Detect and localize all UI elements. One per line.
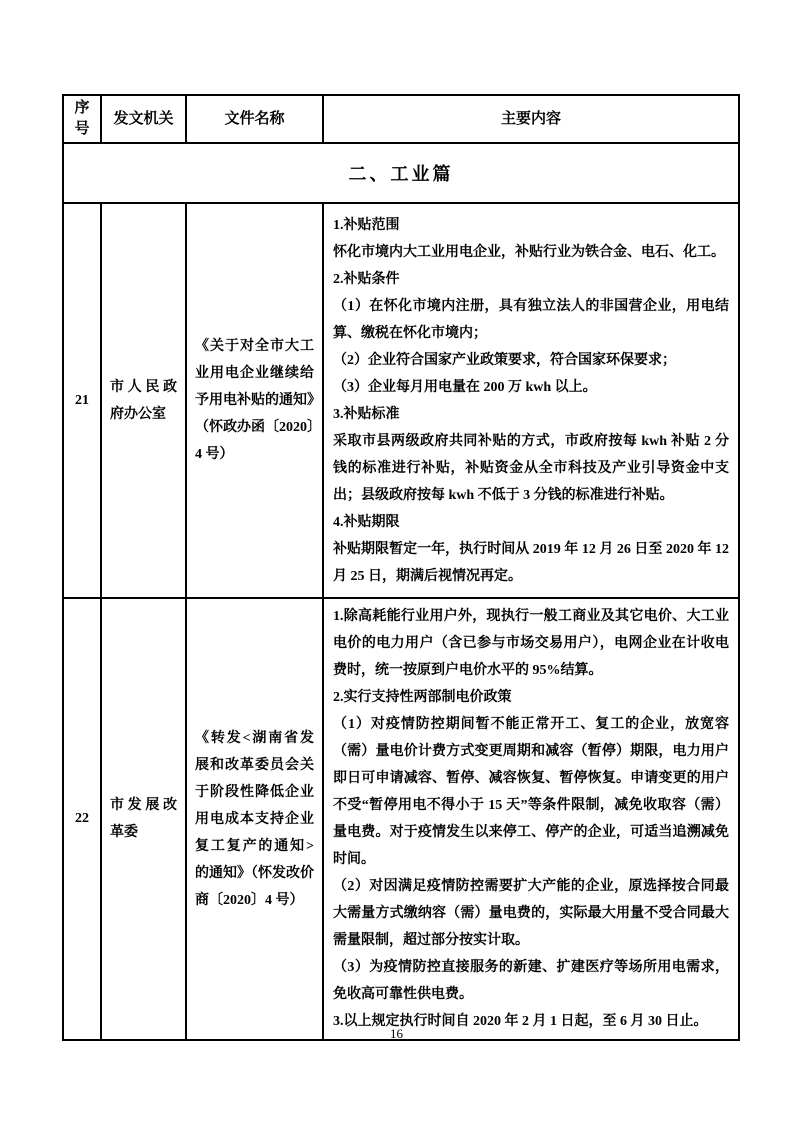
policy-table: [62, 94, 740, 1041]
table-row-21: [63, 203, 739, 598]
row-21-doc-title: 《关于对全市大工业用电企业继续给予用电补贴的通知》（怀政办函〔2020〕4 号）: [186, 203, 323, 598]
row-22-main-content: [323, 598, 739, 1040]
table-row-22: [63, 598, 739, 1040]
row-21-main-content: [323, 203, 739, 598]
row-22-agency: 市发展改革委: [101, 598, 186, 1040]
header-agency: 发文机关: [101, 95, 186, 143]
content-paragraph: （3）为疫情防控直接服务的新建、扩建医疗等场所用电需求，免收高可靠性供电费。: [333, 960, 729, 1002]
header-main-content: 主要内容: [323, 95, 739, 143]
content-paragraph: 2.补贴条件: [333, 271, 400, 287]
content-paragraph: （2）对因满足疫情防控需要扩大产能的企业，原选择按合同最大需量方式缴纳容（需）量电费的，实际最大用量不受合同最大需量限制，超过部分按实计取。: [333, 879, 729, 948]
row-21-agency: 市人民政府办公室: [101, 203, 186, 598]
content-paragraph: 2.实行支持性两部制电价政策: [333, 690, 512, 705]
content-paragraph: 1.除高耗能行业用户外，现执行一般工商业及其它电价、大工业电价的电力用户（含已参与市场交易用户），电网企业在计收电费时，统一按原到户电价水平的 95%结算。: [333, 609, 729, 678]
content-paragraph: 怀化市境内大工业用电企业，补贴行业为铁合金、电石、化工。: [333, 244, 725, 260]
content-paragraph: 3.补贴标准: [333, 406, 400, 422]
content-paragraph: （2）企业符合国家产业政策要求，符合国家环保要求；: [333, 352, 676, 368]
row-22-seq: 22: [63, 598, 101, 1040]
header-seq: [63, 95, 101, 143]
content-paragraph: 4.补贴期限: [333, 514, 400, 530]
table-header-row: [63, 95, 739, 143]
content-paragraph: 补贴期限暂定一年，执行时间从 2019 年 12 月 26 日至 2020 年 12 月 25 日，期满后视情况再定。: [333, 541, 729, 584]
content-paragraph: （1）对疫情防控期间暂不能正常开工、复工的企业，放宽容（需）量电价计费方式变更周期和减容（暂停）期限，电力用户即日可申请减容、暂停、减容恢复、暂停恢复。申请变更的用户不受“暂停用电不得小于 15 天”等条件限制，减免收取容（需）量电费。对于疫情发生以来停工、停产的企业，可适当追溯减免时间。: [333, 717, 729, 867]
content-paragraph: 采取市县两级政府共同补贴的方式，市政府按每 kwh 补贴 2 分钱的标准进行补贴，补贴资金从全市科技及产业引导资金中支出；县级政府按每 kwh 不低于 3 分钱的标准进行补贴。: [333, 433, 729, 503]
section-title: 二、工业篇: [63, 143, 739, 203]
row-21-seq: 21: [63, 203, 101, 598]
page-number: 16: [390, 1026, 403, 1041]
content-paragraph: （3）企业每月用电量在 200 万 kwh 以上。: [333, 379, 597, 395]
section-row: [63, 143, 739, 203]
header-seq-label: 序号: [74, 100, 90, 137]
header-doc-name: 文件名称: [186, 95, 323, 143]
content-paragraph: 3.以上规定执行时间自 2020 年 2 月 1 日起，至 6 月 30 日止。: [333, 1014, 708, 1029]
content-paragraph: 1.补贴范围: [333, 217, 400, 233]
content-paragraph: （1）在怀化市境内注册，具有独立法人的非国营企业，用电结算、缴税在怀化市境内；: [333, 298, 729, 341]
row-22-doc-title: 《转发<湖南省发展和改革委员会关于阶段性降低企业用电成本支持企业复工复产的通知>的通知》（怀发改价商〔2020〕4 号）: [186, 598, 323, 1040]
